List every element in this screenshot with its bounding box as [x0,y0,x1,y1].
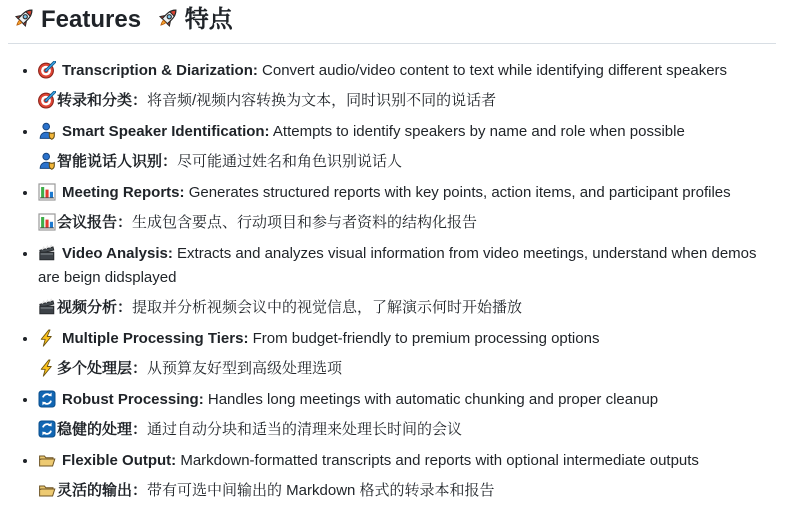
cycle-arrows-icon [38,390,56,408]
feature-desc-zh: 提取并分析视频会议中的视觉信息，了解演示何时开始播放 [132,299,523,316]
target-icon [38,61,56,79]
feature-title-zh: 会议报告： [57,214,133,231]
open-folder-icon [38,481,56,499]
lightning-icon [38,359,56,377]
feature-desc-zh: 从预算友好型到高级处理选项 [147,360,343,377]
feature-en-line [38,59,776,83]
feature-desc-zh: 将音频/视频内容转换为文本，同时识别不同的说话者 [147,92,497,109]
feature-title-zh: 灵活的输出： [57,482,148,499]
person-shield-icon [38,122,56,140]
feature-desc: Generates structured reports with key points, action items, and participant profiles [188,184,731,201]
feature-title: Multiple Processing Tiers: [62,330,249,347]
open-folder-icon [38,451,56,469]
feature-title-zh: 视频分析： [57,299,133,316]
feature-en-line [38,449,776,473]
feature-zh-line [38,418,776,442]
feature-title-zh: 转录和分类： [57,92,148,109]
feature-zh-line [38,357,776,381]
feature-list [8,59,776,503]
feature-title: Transcription & Diarization: [62,62,258,79]
feature-desc-zh: 通过自动分块和适当的清理来处理长时间的会议 [147,421,463,438]
list-item-processing-tiers [38,327,776,381]
feature-en-line [38,120,776,144]
feature-en-line [38,242,776,290]
feature-desc: Handles long meetings with automatic chunking and proper cleanup [207,391,659,408]
page-title [8,2,776,44]
feature-title-zh: 智能说话人识别： [57,153,178,170]
feature-title: Flexible Output: [62,452,177,469]
feature-desc: Markdown-formatted transcripts and reports with optional intermediate outputs [180,452,699,469]
feature-title: Meeting Reports: [62,184,185,201]
rocket-icon [10,5,37,32]
page-title-en: Features [41,6,142,33]
feature-desc-zh: 生成包含要点、行动项目和参与者资料的结构化报告 [132,214,478,231]
feature-zh-line [38,150,776,174]
rocket-icon [154,5,181,32]
feature-zh-line [38,89,776,113]
feature-en-line [38,327,776,351]
clapperboard-icon [38,244,56,262]
cycle-arrows-icon [38,420,56,438]
feature-title-zh: 多个处理层： [57,360,148,377]
target-icon [38,91,56,109]
list-item-flexible-output [38,449,776,503]
feature-title: Robust Processing: [62,391,204,408]
feature-desc: Convert audio/video content to text while identifying different speakers [262,62,728,79]
feature-title: Smart Speaker Identification: [62,123,270,140]
feature-zh-line [38,296,776,320]
feature-en-line [38,388,776,412]
feature-en-line [38,181,776,205]
feature-zh-line [38,479,776,503]
feature-desc: Extracts and analyzes visual information from video meetings, understand when demos are beign didsplayed [38,245,757,286]
feature-desc: From budget-friendly to premium processing options [252,330,600,347]
feature-zh-line [38,211,776,235]
list-item-transcription [38,59,776,113]
list-item-speaker-identification [38,120,776,174]
lightning-icon [38,329,56,347]
bar-chart-icon [38,213,56,231]
feature-title: Video Analysis: [62,245,173,262]
feature-desc: Attempts to identify speakers by name and role when possible [272,123,685,140]
feature-desc-zh: 带有可选中间输出的 Markdown 格式的转录本和报告 [147,482,495,499]
bar-chart-icon [38,183,56,201]
feature-title-zh: 稳健的处理： [57,421,148,438]
list-item-robust-processing [38,388,776,442]
page-title-zh: 特点 [184,6,233,33]
person-shield-icon [38,152,56,170]
list-item-meeting-reports [38,181,776,235]
feature-desc-zh: 尽可能通过姓名和角色识别说话人 [177,153,403,170]
clapperboard-icon [38,298,56,316]
list-item-video-analysis [38,242,776,320]
